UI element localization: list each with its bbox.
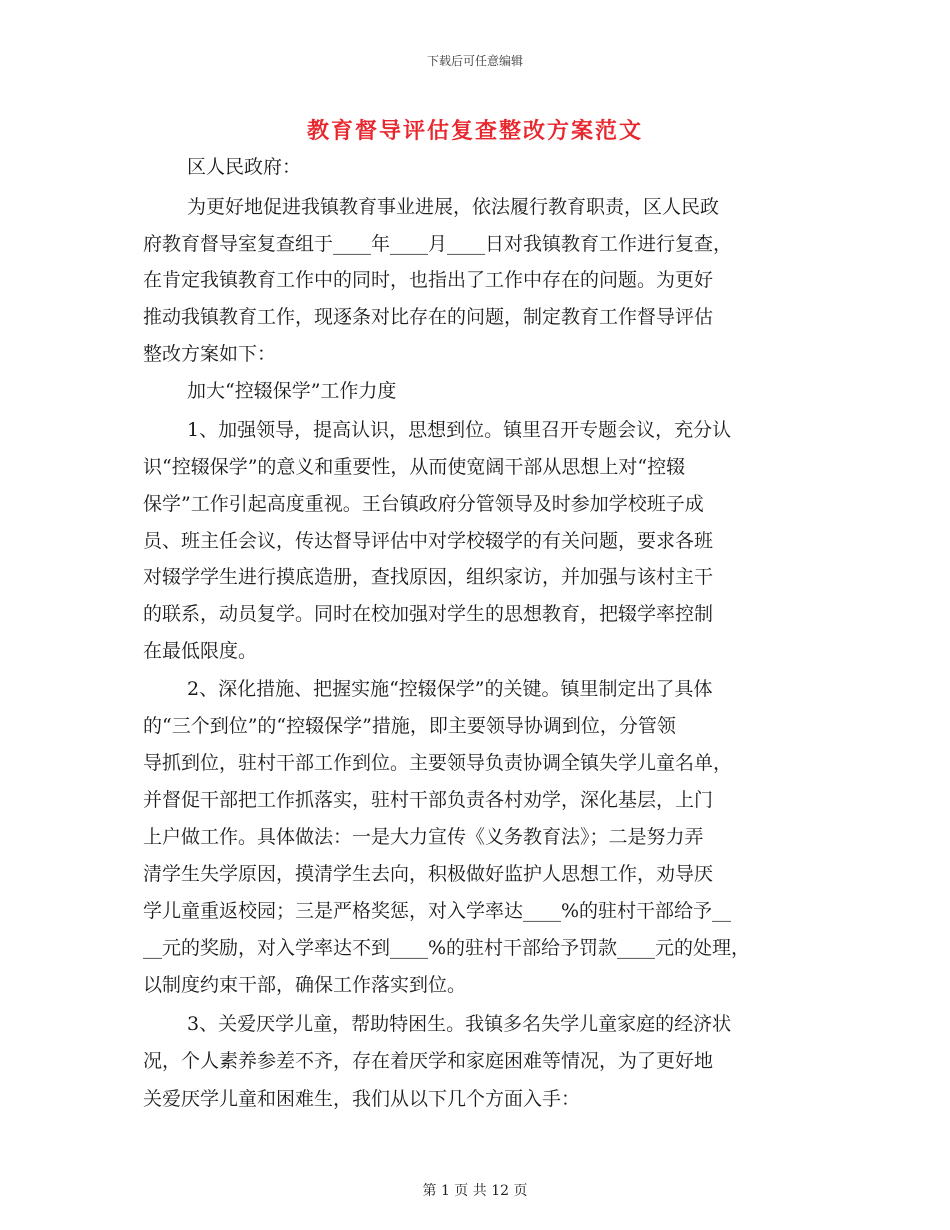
paragraph-line: 识“控辍保学”的意义和重要性，从而使宽阔干部从思想上对“控辍	[143, 456, 686, 478]
paragraph-line: 的联系，动员复学。同时在校加强对学生的思想教育，把辍学率控制	[143, 603, 714, 625]
salutation: 区人民政府：	[187, 156, 302, 178]
paragraph-line: 为更好地促进我镇教育事业进展，依法履行教育职责，区人民政	[187, 196, 720, 218]
paragraph-line: 3、关爱厌学儿童，帮助特困生。我镇多名失学儿童家庭的经济状	[187, 1013, 732, 1035]
paragraph-line: 推动我镇教育工作，现逐条对比存在的问题，制定教育工作督导评估	[143, 306, 714, 328]
paragraph-line: 学儿童重返校园；三是严格奖惩，对入学率达____%的驻村干部给予__	[143, 900, 732, 922]
page-header-note: 下载后可任意编辑	[426, 54, 523, 68]
paragraph-line: 1、加强领导，提高认识，思想到位。镇里召开专题会议，充分认	[187, 419, 732, 441]
paragraph-line: 2、深化措施、把握实施“控辍保学”的关键。镇里制定出了具体	[187, 678, 713, 700]
paragraph-line: 保学”工作引起高度重视。王台镇政府分管领导及时参加学校班子成	[143, 493, 704, 515]
paragraph-line: 员、班主任会议，传达督导评估中对学校辍学的有关问题，要求各班	[143, 530, 714, 552]
paragraph-line: 整改方案如下：	[143, 343, 277, 365]
paragraph-line: __元的奖励，对入学率达不到____%的驻村干部给予罚款____元的处理，	[143, 937, 751, 959]
paragraph-line: 导抓到位，驻村干部工作到位。主要领导负责协调全镇失学儿童名单，	[143, 752, 733, 774]
paragraph-line: 以制度约束干部，确保工作落实到位。	[143, 974, 467, 996]
paragraph-line: 府教育督导室复查组于____年____月____日对我镇教育工作进行复查，	[143, 233, 733, 255]
paragraph-line: 并督促干部把工作抓落实，驻村干部负责各村劝学，深化基层，上门	[143, 789, 714, 811]
page-number: 第 1 页 共 12 页	[422, 1183, 528, 1199]
paragraph-line: 况，个人素养参差不齐，存在着厌学和家庭困难等情况，为了更好地	[143, 1050, 714, 1072]
paragraph-line: 在最低限度。	[143, 640, 258, 662]
paragraph-line: 上户做工作。具体做法：一是大力宣传《义务教育法》；二是努力弄	[143, 826, 704, 848]
paragraph-line: 关爱厌学儿童和困难生，我们从以下几个方面入手：	[143, 1088, 581, 1110]
paragraph-line: 在肯定我镇教育工作中的同时，也指出了工作中存在的问题。为更好	[143, 269, 714, 291]
paragraph-line: 的“三个到位”的“控辍保学”措施，即主要领导协调到位，分管领	[143, 715, 676, 737]
paragraph-line: 对辍学学生进行摸底造册，查找原因，组织家访，并加强与该村主干	[143, 566, 714, 588]
section-heading: 加大“控辍保学”工作力度	[187, 380, 397, 402]
document-title: 教育督导评估复查整改方案范文	[306, 118, 643, 144]
paragraph-line: 清学生失学原因，摸清学生去向，积极做好监护人思想工作，劝导厌	[143, 863, 714, 885]
